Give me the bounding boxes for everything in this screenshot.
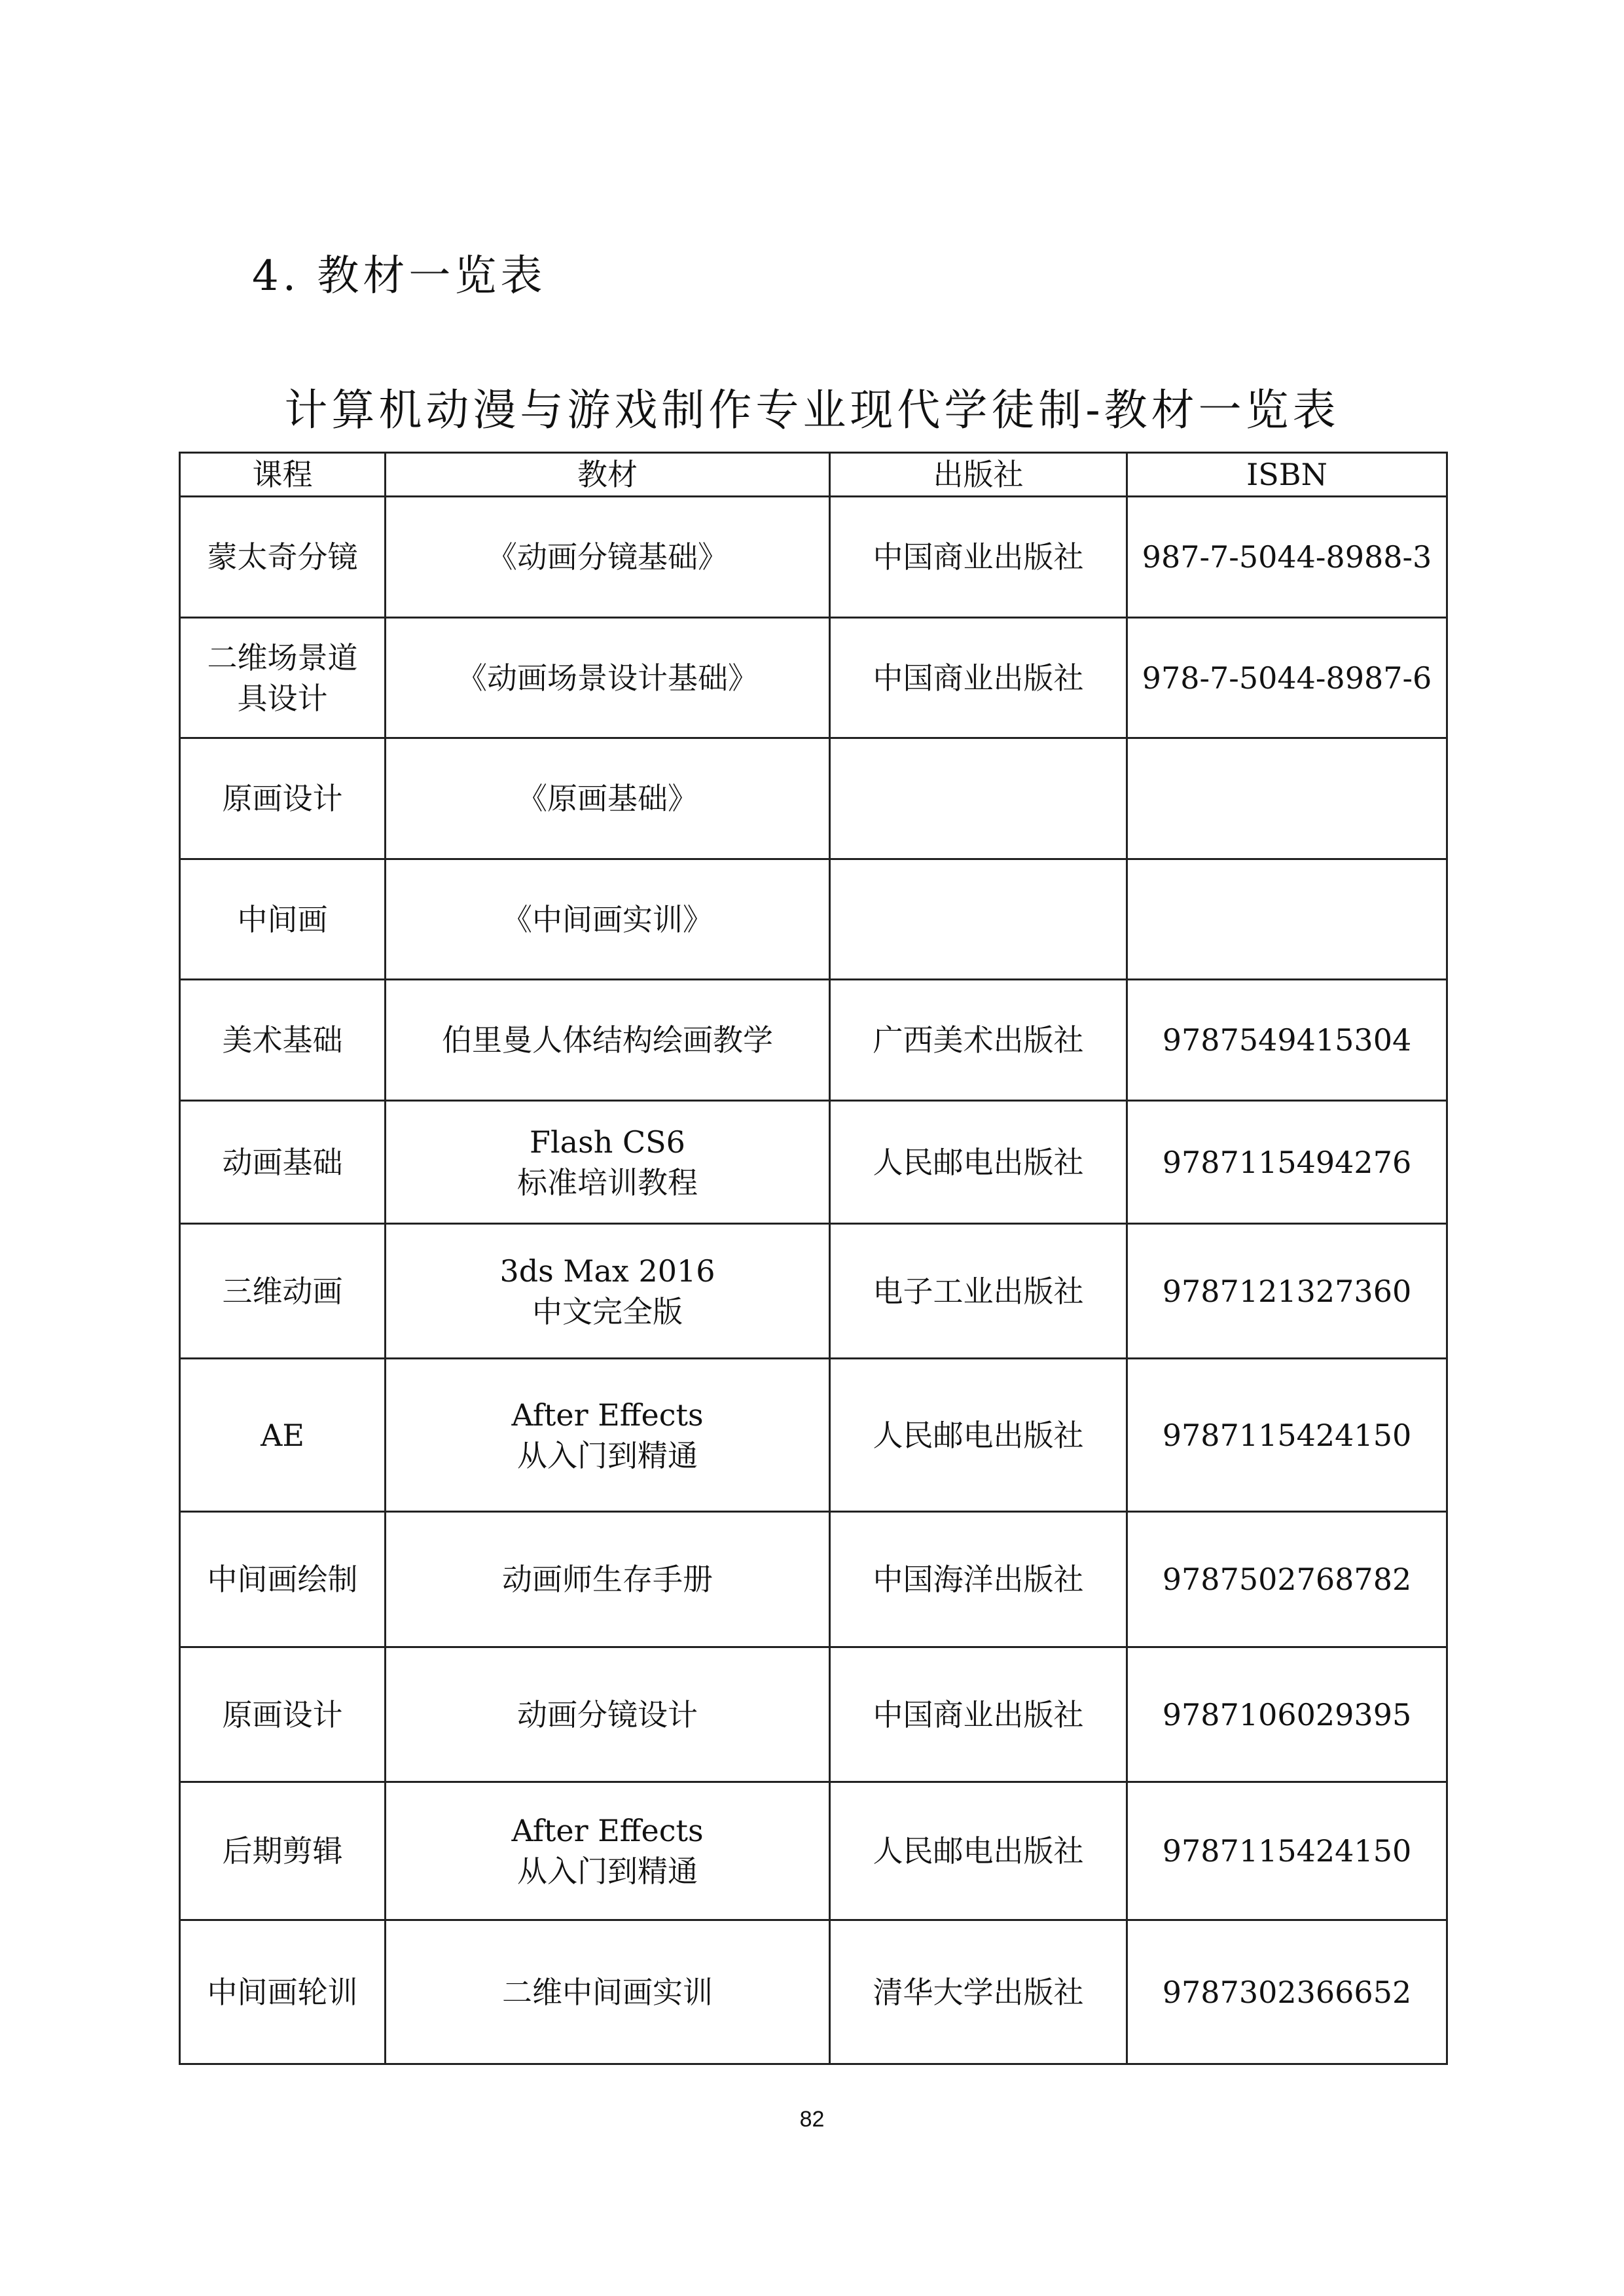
cell-publisher: 中国海洋出版社: [830, 1512, 1127, 1647]
cell-course: 中间画绘制: [180, 1512, 386, 1647]
cell-course: 原画设计: [180, 738, 386, 859]
cell-course: 二维场景道 具设计: [180, 618, 386, 738]
header-course: 课程: [180, 453, 386, 497]
cell-isbn: 9787106029395: [1127, 1647, 1447, 1782]
cell-textbook: 《中间画实训》: [386, 859, 830, 980]
cell-publisher: [830, 738, 1127, 859]
table-row: [180, 1224, 1447, 1359]
cell-publisher: 人民邮电出版社: [830, 1101, 1127, 1224]
cell-publisher: 中国商业出版社: [830, 618, 1127, 738]
cell-textbook: 《动画场景设计基础》: [386, 618, 830, 738]
cell-course: 动画基础: [180, 1101, 386, 1224]
cell-publisher: 清华大学出版社: [830, 1920, 1127, 2064]
cell-publisher: 广西美术出版社: [830, 980, 1127, 1101]
table-row: [180, 1920, 1447, 2064]
cell-isbn: 9787115424150: [1127, 1359, 1447, 1512]
cell-publisher: 人民邮电出版社: [830, 1782, 1127, 1920]
cell-isbn: 9787121327360: [1127, 1224, 1447, 1359]
cell-textbook: 《原画基础》: [386, 738, 830, 859]
table-title: 计算机动漫与游戏制作专业现代学徒制-教材一览表: [284, 385, 1340, 435]
cell-isbn: 978-7-5044-8987-6: [1127, 618, 1447, 738]
cell-textbook: After Effects 从入门到精通: [386, 1782, 830, 1920]
cell-textbook: 3ds Max 2016 中文完全版: [386, 1224, 830, 1359]
cell-isbn: 9787115424150: [1127, 1782, 1447, 1920]
cell-publisher: 电子工业出版社: [830, 1224, 1127, 1359]
table-row: [180, 1359, 1447, 1512]
cell-publisher: 中国商业出版社: [830, 497, 1127, 618]
cell-isbn: 9787502768782: [1127, 1512, 1447, 1647]
cell-publisher: [830, 859, 1127, 980]
cell-isbn: [1127, 738, 1447, 859]
cell-textbook: 动画师生存手册: [386, 1512, 830, 1647]
table-row: [180, 738, 1447, 859]
table-row: [180, 618, 1447, 738]
table-header-row: [180, 453, 1447, 497]
cell-isbn: 9787115494276: [1127, 1101, 1447, 1224]
cell-textbook: After Effects 从入门到精通: [386, 1359, 830, 1512]
textbook-table: [179, 452, 1448, 2065]
table-row: [180, 1782, 1447, 1920]
cell-textbook: 二维中间画实训: [386, 1920, 830, 2064]
header-textbook: 教材: [386, 453, 830, 497]
page-number: 82: [799, 2107, 825, 2132]
cell-isbn: 9787302366652: [1127, 1920, 1447, 2064]
cell-course: 后期剪辑: [180, 1782, 386, 1920]
cell-isbn: 987-7-5044-8988-3: [1127, 497, 1447, 618]
table-row: [180, 980, 1447, 1101]
table-row: [180, 1512, 1447, 1647]
cell-course: 蒙太奇分镜: [180, 497, 386, 618]
table-row: [180, 859, 1447, 980]
table-row: [180, 497, 1447, 618]
cell-course: AE: [180, 1359, 386, 1512]
cell-course: 中间画轮训: [180, 1920, 386, 2064]
header-isbn: ISBN: [1127, 453, 1447, 497]
header-publisher: 出版社: [830, 453, 1127, 497]
cell-publisher: 人民邮电出版社: [830, 1359, 1127, 1512]
cell-isbn: [1127, 859, 1447, 980]
cell-course: 原画设计: [180, 1647, 386, 1782]
cell-course: 中间画: [180, 859, 386, 980]
cell-publisher: 中国商业出版社: [830, 1647, 1127, 1782]
cell-textbook: 《动画分镜基础》: [386, 497, 830, 618]
cell-textbook: 伯里曼人体结构绘画教学: [386, 980, 830, 1101]
cell-textbook: Flash CS6 标准培训教程: [386, 1101, 830, 1224]
section-heading: 4. 教材一览表: [252, 252, 547, 300]
cell-textbook: 动画分镜设计: [386, 1647, 830, 1782]
table-row: [180, 1101, 1447, 1224]
cell-course: 三维动画: [180, 1224, 386, 1359]
cell-course: 美术基础: [180, 980, 386, 1101]
cell-isbn: 9787549415304: [1127, 980, 1447, 1101]
table-row: [180, 1647, 1447, 1782]
